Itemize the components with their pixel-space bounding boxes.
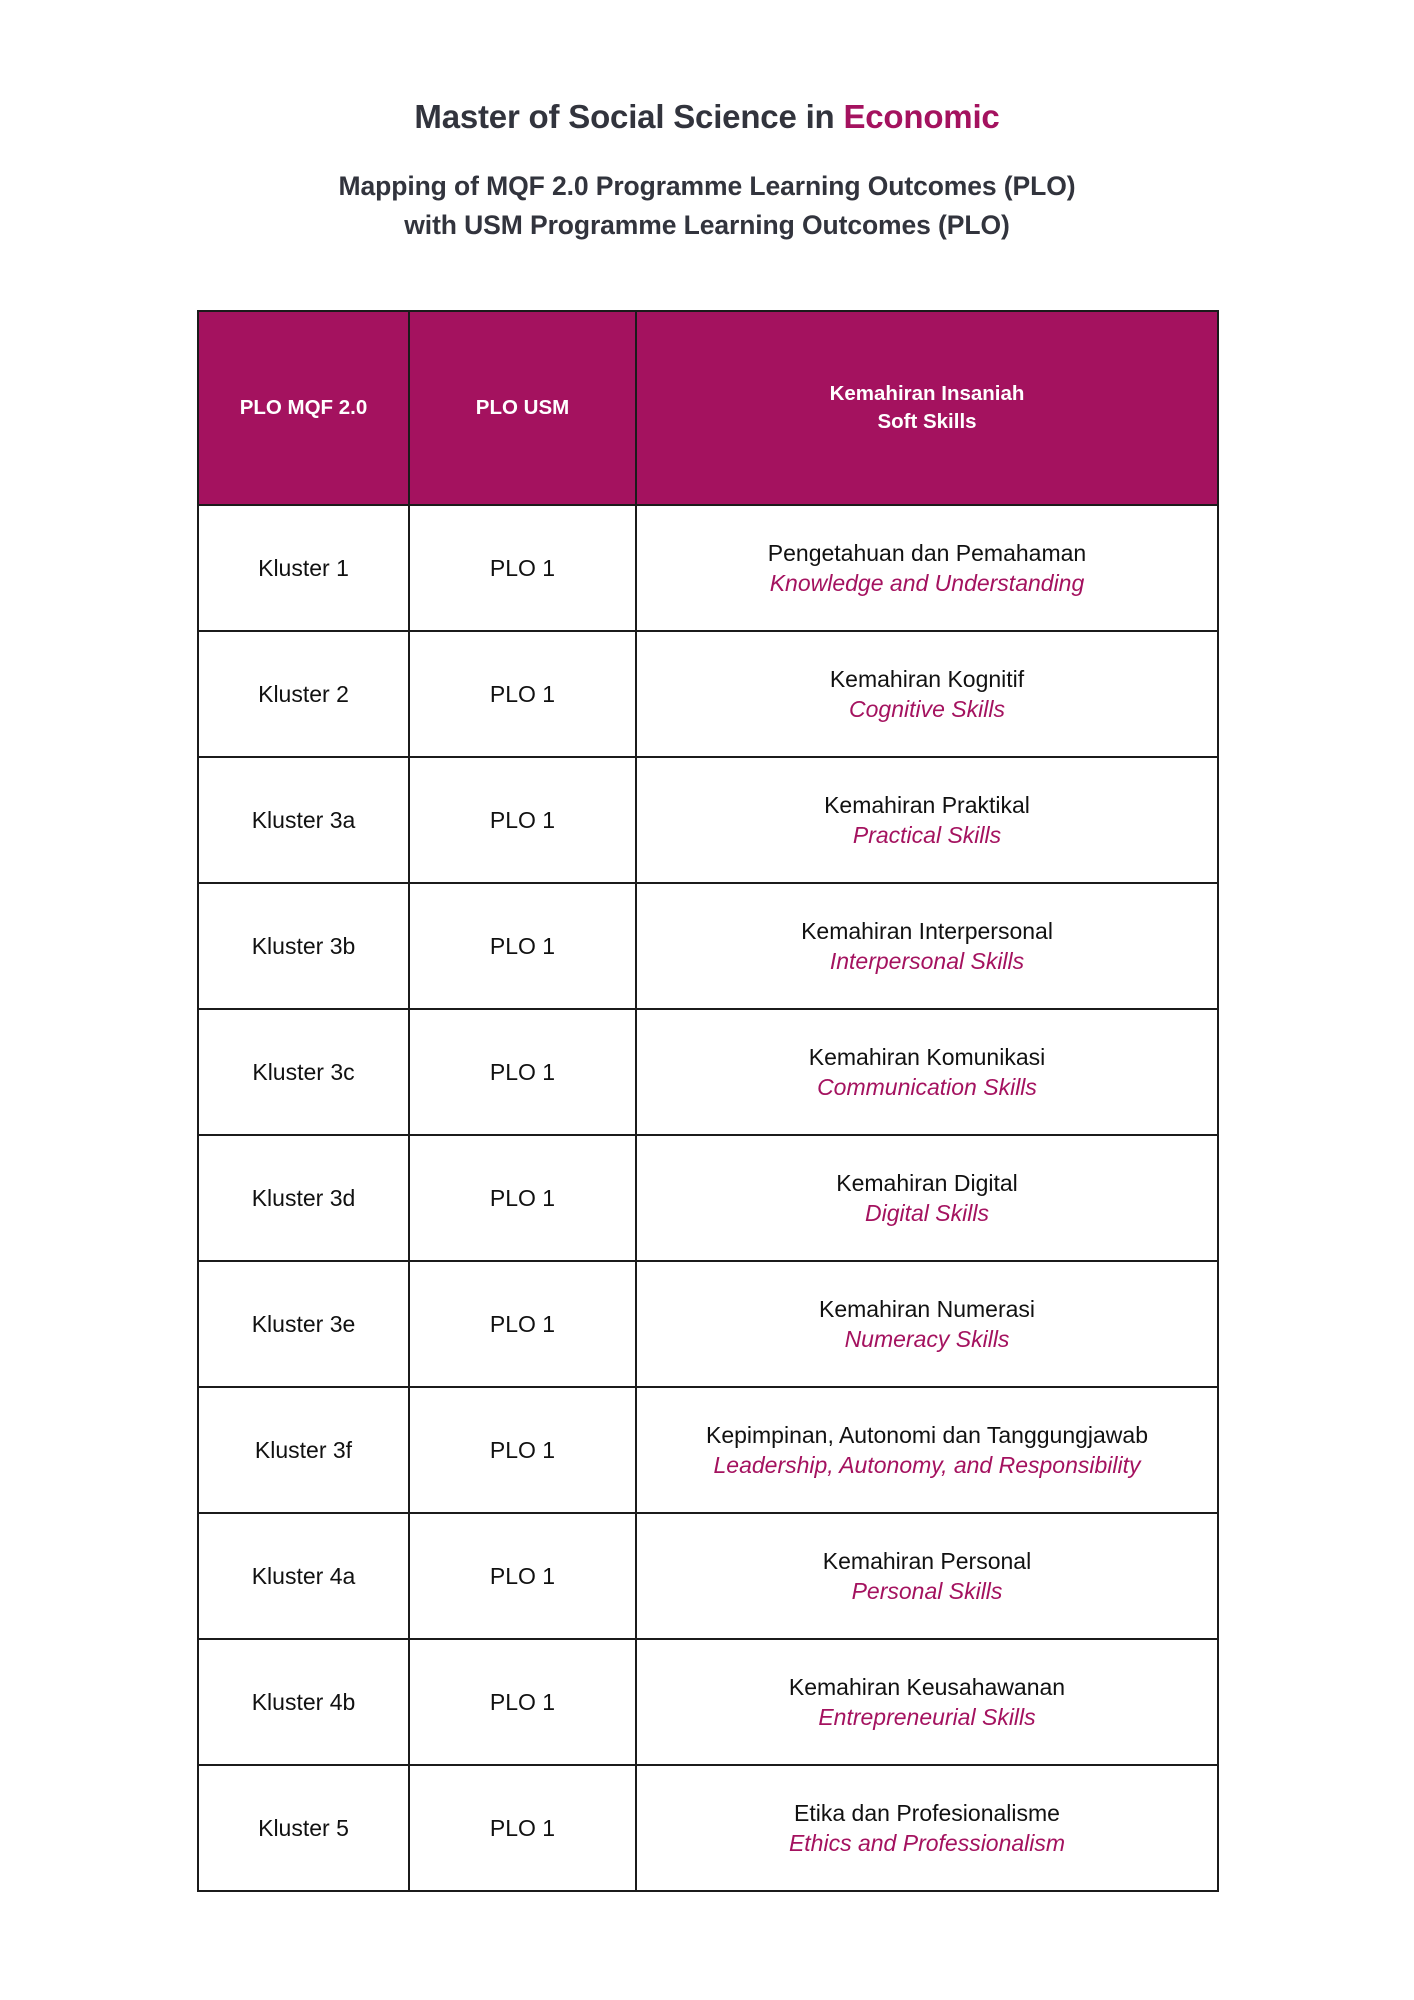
cell-plo-mqf: Kluster 4b xyxy=(198,1639,409,1765)
soft-skill-english: Communication Skills xyxy=(817,1074,1037,1101)
column-header-plo-mqf: PLO MQF 2.0 xyxy=(198,311,409,505)
table-row xyxy=(198,1387,1218,1513)
cell-plo-mqf: Kluster 3c xyxy=(198,1009,409,1135)
cell-plo-usm: PLO 1 xyxy=(409,1639,636,1765)
table-row xyxy=(198,1765,1218,1891)
table-row xyxy=(198,1639,1218,1765)
soft-skill-english: Numeracy Skills xyxy=(844,1326,1010,1353)
table-row xyxy=(198,757,1218,883)
cell-plo-usm: PLO 1 xyxy=(409,1387,636,1513)
table-row xyxy=(198,1261,1218,1387)
cell-plo-mqf: Kluster 3b xyxy=(198,883,409,1009)
table-body xyxy=(198,505,1218,1891)
cell-plo-usm: PLO 1 xyxy=(409,757,636,883)
cell-plo-mqf: Kluster 3e xyxy=(198,1261,409,1387)
table-header-row xyxy=(198,311,1218,505)
soft-skill-english: Personal Skills xyxy=(851,1578,1003,1605)
cell-plo-mqf: Kluster 1 xyxy=(198,505,409,631)
page-title-prefix: Master of Social Science in xyxy=(414,98,844,135)
cell-plo-usm: PLO 1 xyxy=(409,631,636,757)
cell-plo-mqf: Kluster 3f xyxy=(198,1387,409,1513)
table-header xyxy=(198,311,1218,505)
cell-soft-skill xyxy=(636,1513,1218,1639)
table-row xyxy=(198,1513,1218,1639)
soft-skill-malay: Kemahiran Numerasi xyxy=(818,1295,1036,1322)
soft-skill-english: Interpersonal Skills xyxy=(829,948,1025,975)
plo-mapping-table-wrapper xyxy=(197,244,1217,1892)
table-row xyxy=(198,1135,1218,1261)
soft-skill-malay: Pengetahuan dan Pemahaman xyxy=(767,539,1087,566)
cell-soft-skill xyxy=(636,1135,1218,1261)
cell-soft-skill xyxy=(636,883,1218,1009)
soft-skill-english: Cognitive Skills xyxy=(849,696,1005,723)
cell-plo-mqf: Kluster 3d xyxy=(198,1135,409,1261)
cell-plo-mqf: Kluster 2 xyxy=(198,631,409,757)
plo-mapping-table xyxy=(197,310,1219,1892)
column-header-soft-skills-malay: Kemahiran Insaniah xyxy=(829,382,1025,406)
cell-soft-skill xyxy=(636,1387,1218,1513)
soft-skill-english: Knowledge and Understanding xyxy=(769,570,1085,597)
title-block xyxy=(0,0,1414,244)
cell-plo-usm: PLO 1 xyxy=(409,883,636,1009)
soft-skill-malay: Kemahiran Digital xyxy=(836,1169,1018,1196)
column-header-plo-usm: PLO USM xyxy=(409,311,636,505)
soft-skill-english: Practical Skills xyxy=(852,822,1002,849)
soft-skill-english: Entrepreneurial Skills xyxy=(818,1704,1036,1731)
soft-skill-malay: Kemahiran Praktikal xyxy=(824,791,1030,818)
soft-skill-malay: Kemahiran Keusahawanan xyxy=(788,1673,1066,1700)
cell-soft-skill xyxy=(636,1639,1218,1765)
table-row xyxy=(198,631,1218,757)
cell-plo-usm: PLO 1 xyxy=(409,1135,636,1261)
table-row xyxy=(198,1009,1218,1135)
soft-skill-malay: Etika dan Profesionalisme xyxy=(794,1799,1060,1826)
table-row xyxy=(198,883,1218,1009)
cell-plo-usm: PLO 1 xyxy=(409,1765,636,1891)
cell-plo-mqf: Kluster 3a xyxy=(198,757,409,883)
cell-plo-usm: PLO 1 xyxy=(409,1513,636,1639)
cell-soft-skill xyxy=(636,1261,1218,1387)
page-title xyxy=(0,96,1414,137)
page-subtitle xyxy=(0,137,1414,244)
cell-soft-skill xyxy=(636,505,1218,631)
cell-plo-usm: PLO 1 xyxy=(409,505,636,631)
page-subtitle-line-2: with USM Programme Learning Outcomes (PLO) xyxy=(404,209,1010,240)
column-header-soft-skills xyxy=(636,311,1218,505)
soft-skill-english: Leadership, Autonomy, and Responsibility xyxy=(713,1452,1141,1479)
cell-soft-skill xyxy=(636,1765,1218,1891)
soft-skill-english: Ethics and Professionalism xyxy=(788,1830,1066,1857)
soft-skill-english: Digital Skills xyxy=(865,1200,989,1227)
soft-skill-malay: Kepimpinan, Autonomi dan Tanggungjawab xyxy=(705,1421,1149,1448)
cell-plo-mqf: Kluster 4a xyxy=(198,1513,409,1639)
cell-plo-mqf: Kluster 5 xyxy=(198,1765,409,1891)
cell-soft-skill xyxy=(636,631,1218,757)
table-row xyxy=(198,505,1218,631)
cell-plo-usm: PLO 1 xyxy=(409,1261,636,1387)
soft-skill-malay: Kemahiran Personal xyxy=(822,1547,1032,1574)
column-header-soft-skills-english: Soft Skills xyxy=(877,410,977,434)
soft-skill-malay: Kemahiran Kognitif xyxy=(829,665,1025,692)
soft-skill-malay: Kemahiran Komunikasi xyxy=(808,1043,1046,1070)
page-subtitle-line-1: Mapping of MQF 2.0 Programme Learning Outcomes (PLO) xyxy=(338,171,1076,202)
cell-soft-skill xyxy=(636,1009,1218,1135)
cell-plo-usm: PLO 1 xyxy=(409,1009,636,1135)
page-title-accent: Economic xyxy=(843,98,1000,135)
soft-skill-malay: Kemahiran Interpersonal xyxy=(801,917,1053,944)
cell-soft-skill xyxy=(636,757,1218,883)
